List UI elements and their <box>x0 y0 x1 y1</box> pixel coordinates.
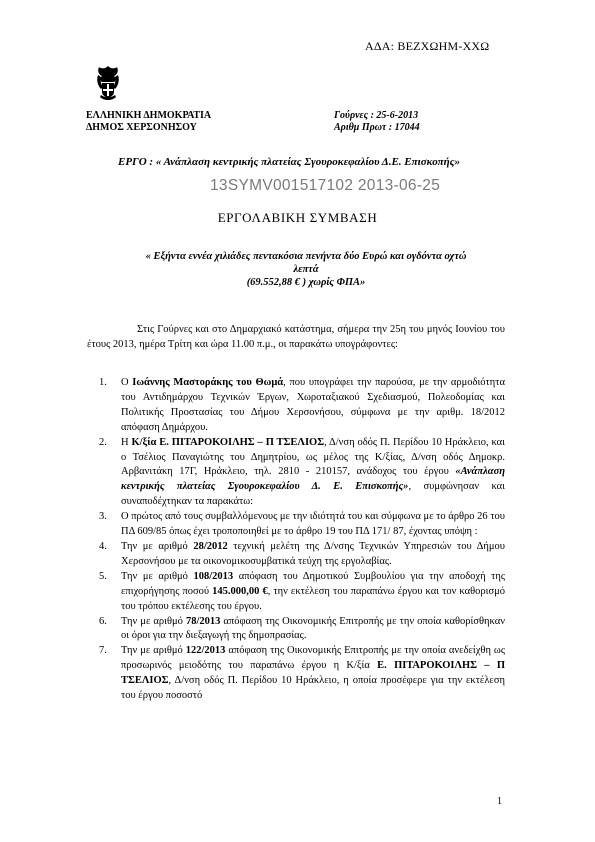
list-item <box>99 570 505 615</box>
item-bold-text: Ιωάννης Μαστοράκης του Θωμά <box>132 377 284 388</box>
item-bold-text: «Ανάπλαση κεντρικής πλατείας Σγουροκεφαλίου Δ. Ε. Επισκοπής» <box>121 466 505 493</box>
project-title <box>118 156 498 168</box>
list-item <box>99 540 505 570</box>
item-text: Την με αριθμό <box>121 615 186 627</box>
numbered-list <box>99 376 505 704</box>
item-text: , συμφώνησαν και συναποδέχτηκαν τα παρακάτω: <box>121 481 505 508</box>
item-number: 6. <box>99 615 107 627</box>
item-text: , που υπογράφει την παρούσα, με την αρμοδιότητα του Αντιδημάρχου Τεχνικών Έργων, Χωροταξιακού Σχεδιασμού, Πολεοδομίας και Πολιτικής Προστασίας του Δήμου Χερσονήσου, σύμφωνα με την αριθμ. 18/2012 απόφαση Δημάρχου. <box>121 377 505 433</box>
intro-paragraph: Στις Γούρνες και στο Δημαρχιακό κατάστημα, σήμερα την 25η του μηνός Ιουνίου του έτους 2013, ημέρα Τρίτη και ώρα 11.00 π.μ., οι παρακάτω υπογράφοντες: <box>87 324 505 350</box>
item-number: 5. <box>99 570 107 582</box>
contract-amount <box>96 250 516 289</box>
item-number: 2. <box>99 436 107 448</box>
item-text: τεχνική μελέτη της Δ/νσης Τεχνικών Υπηρεσιών του Δήμου Χερσονήσου με τα οικονομικοσυμβατικά τεύχη της εργολαβίας. <box>121 540 505 567</box>
item-text: Η <box>121 436 132 448</box>
item-text: απόφαση της Οικονομικής Επιτροπής με την οποία ανεδείχθη ως προσωρινός μειοδότης του παραπάνω έργου η Κ/ξία <box>121 645 505 672</box>
list-item <box>99 615 505 645</box>
item-number: 3. <box>99 511 107 523</box>
issuer-country: ΕΛΛΗΝΙΚΗ ΔΗΜΟΚΡΑΤΙΑ <box>86 110 212 121</box>
item-text: Την με αριθμό <box>121 645 186 657</box>
item-text: , Δ/νση οδός Π. Περίδου 10 Ηράκλειο, η οποία προσέφερε για την εκτέλεση του έργου ποσοστό <box>121 675 505 702</box>
document-date: Γούρνες : 25-6-2013 <box>334 110 419 121</box>
item-bold-text: 108/2013 <box>193 570 234 582</box>
issuer-municipality: ΔΗΜΟΣ ΧΕΡΣΟΝΗΣΟΥ <box>86 122 197 133</box>
item-number: 1. <box>99 377 107 388</box>
list-item <box>99 376 505 436</box>
page-number: 1 <box>497 796 502 807</box>
amount-words-line-2: λεπτά <box>293 264 319 275</box>
list-item <box>99 510 505 540</box>
protocol-number: Αριθμ Πρωτ : 17044 <box>334 122 420 133</box>
item-number: 4. <box>99 540 107 552</box>
item-text: απόφαση της Οικονομικής Επιτροπής με την οποία καθορίσθηκαν οι όροι για την διεξαγωγή της δημοπρασίας. <box>121 615 505 642</box>
item-text: , Δ/νση οδός Π. Περίδου 10 Ηράκλειο, και ο Τσέλιος Παναγιώτης του Δημητρίου, ως μέλος της Κ/ξίας, Δ/νση οδός Δημοκρ. Αρβανιτάκη 17Γ, Ηράκλειο, τηλ. 2810 - 210157, ανάδοχος του έργου <box>121 436 505 478</box>
item-text: Ο <box>121 377 133 388</box>
registration-stamp: 13SYMV001517102 2013-06-25 <box>210 177 441 194</box>
item-text: , την εκτέλεση του παραπάνω έργου και τον καθορισμό του τρόπου εκτέλεσης του έργου. <box>121 585 505 612</box>
item-bold-text: 145.000,00 € <box>212 585 268 597</box>
item-bold-text: 78/2013 <box>185 615 221 627</box>
project-label: ΕΡΓΟ : <box>118 156 154 168</box>
list-item <box>99 436 505 511</box>
project-text: « Ανάπλαση κεντρικής πλατείας Σγουροκεφαλίου Δ.Ε. Επισκοπής» <box>155 156 461 168</box>
item-bold-text: Κ/ξία Ε. ΠΙΤΑΡΟΚΟΙΛΗΣ – Π ΤΣΕΛΙΟΣ <box>131 436 325 448</box>
list-item <box>99 644 505 704</box>
item-bold-text: 122/2013 <box>185 645 226 657</box>
issuer-block <box>86 110 211 134</box>
item-text: απόφαση του Δημοτικού Συμβουλίου για την αποδοχή της επιχορήγησης ποσού <box>121 570 505 597</box>
item-bold-text: Ε. ΠΙΤΑΡΟΚΟΙΛΗΣ – Π ΤΣΕΛΙΟΣ <box>121 660 505 687</box>
date-protocol-block <box>334 110 420 134</box>
item-text: Την με αριθμό <box>121 570 194 582</box>
item-text: Ο πρώτος από τους συμβαλλόμενους με την ιδιότητά του και σύμφωνα με το άρθρο 26 του ΠΔ 609/85 όπως έχει τροποποιηθεί με το άρθρο 19 του ΠΔ 171/ 87, έχοντας υπόψη : <box>121 511 505 538</box>
amount-words-line: « Εξήντα εννέα χιλιάδες πεντακόσια πενήντα δύο Ευρώ και ογδόντα οχτώ <box>145 251 467 262</box>
greek-coat-of-arms-icon <box>95 64 121 102</box>
item-number: 7. <box>99 645 107 657</box>
ada-code: ΑΔΑ: ΒΕΖΧΩΗΜ-ΧΧΩ <box>365 39 490 53</box>
item-text: Την με αριθμό <box>121 540 194 552</box>
item-bold-text: 28/2012 <box>193 540 228 552</box>
document-title: ΕΡΓΟΛΑΒΙΚΗ ΣΥΜΒΑΣΗ <box>217 210 378 225</box>
amount-figure: (69.552,88 € ) χωρίς ΦΠΑ» <box>246 277 366 288</box>
